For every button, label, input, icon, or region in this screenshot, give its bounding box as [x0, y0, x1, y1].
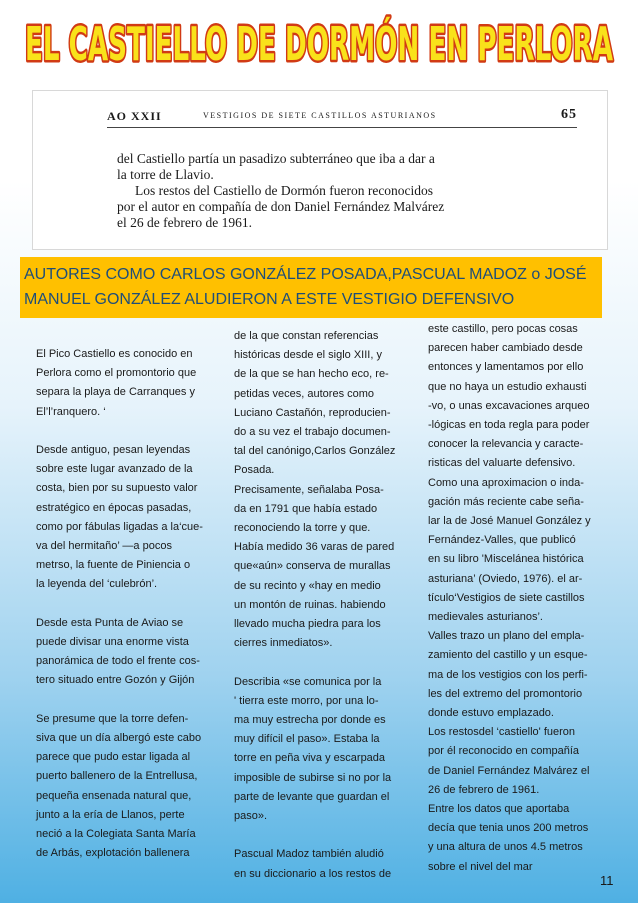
- text-line: tículo‘Vestigios de siete castillos: [428, 591, 585, 604]
- text-line: un montón de ruinas. habiendo: [234, 598, 386, 611]
- text-line: junto a la ería de Llanos, perte: [36, 808, 185, 821]
- text-line: de su recinto y «hay en medio: [234, 579, 381, 592]
- headline-text: [24, 262, 600, 312]
- text-line: estratégico en épocas pasadas,: [36, 501, 192, 514]
- text-line: Los restosdel ‘castiello' fueron: [428, 726, 576, 739]
- text-line: en su diccionario a los restos de: [234, 867, 392, 880]
- text-line: Como una aproximacion o inda-: [428, 476, 584, 489]
- text-line: que«aún» conserva de murallas: [234, 560, 391, 573]
- clipping-volume: AO XXII: [107, 109, 162, 123]
- clipping-text: [117, 151, 557, 231]
- text-line: Valles trazo un plano del empla-: [428, 630, 585, 643]
- text-line: Precisamente, señalaba Posa-: [234, 483, 384, 496]
- text-line: siva que un día albergó este cabo: [36, 732, 202, 745]
- text-line: parte de levante que guardan el: [234, 790, 390, 803]
- text-line: puerto ballenero de la Entrellusa,: [36, 770, 198, 783]
- text-line: ma de los vestigios con los perfi-: [428, 668, 588, 681]
- text-line: parecen haber cambiado desde: [428, 342, 583, 355]
- text-line: sobre el nivel del mar: [428, 860, 533, 873]
- text-line: imposible de subirse si no por la: [234, 771, 392, 784]
- clipping-rule: [107, 127, 577, 128]
- text-line: Desde esta Punta de Aviao se: [36, 616, 184, 629]
- clipping-line: el 26 de febrero de 1961.: [117, 215, 252, 230]
- text-line: costa, bien por su supuesto valor: [36, 482, 198, 495]
- text-line: panorámica de todo el frente cos-: [36, 655, 200, 668]
- text-line: ma muy estrecha por donde es: [234, 714, 386, 727]
- text-line: parece que pudo estar ligada al: [36, 751, 191, 764]
- text-line: gación más reciente cabe seña-: [428, 495, 584, 508]
- text-line: lar la de José Manuel González y: [428, 515, 591, 528]
- text-line: Se presume que la torre defen-: [36, 712, 189, 725]
- text-line: de Arbás, explotación ballenera: [36, 847, 190, 860]
- text-line: -vo, o unas excavaciones arqueo: [428, 399, 590, 412]
- text-line: llevado mucha piedra para los: [234, 618, 381, 631]
- text-line: les del extremo del promontorio: [428, 687, 583, 700]
- page-title: [0, 0, 638, 78]
- book-clipping-image: [32, 90, 608, 250]
- text-line: Perlora como el promontorio que: [36, 367, 197, 380]
- headline-line-2: MANUEL GONZÁLEZ ALUDIERON A ESTE VESTIGIO DEFENSIVO: [24, 291, 515, 308]
- text-line: en su libro 'Miscelánea histórica: [428, 553, 584, 566]
- text-line: Pascual Madoz también aludió: [234, 848, 384, 861]
- text-line: sobre este lugar avanzado de la: [36, 463, 193, 476]
- text-line: va del hermitaño’ —a pocos: [36, 540, 172, 553]
- text-line: Había medido 36 varas de pared: [234, 541, 395, 554]
- paragraph-break: [36, 595, 211, 614]
- clipping-header: [107, 109, 577, 127]
- headline-line-1: AUTORES COMO CARLOS GONZÁLEZ POSADA,PASCUAL MADOZ o JOSÉ: [24, 266, 587, 283]
- text-line: torre en peña viva y escarpada: [234, 752, 386, 765]
- clipping-page-number: 65: [561, 107, 577, 122]
- text-line: ' tierra este morro, por una lo-: [234, 694, 379, 707]
- text-line: puede divisar una enorme vista: [36, 636, 189, 649]
- text-line: petidas veces, autores como: [234, 387, 375, 400]
- paragraph-break: [234, 826, 414, 845]
- text-line: este castillo, pero pocas cosas: [428, 323, 578, 335]
- text-line: El Pico Castiello es conocido en: [36, 348, 193, 360]
- article-column-3: [428, 320, 608, 877]
- text-line: zamiento del castillo y un esque-: [428, 649, 588, 662]
- article-column-2: [234, 327, 414, 884]
- text-line: que no haya un estudio exhausti: [428, 380, 587, 393]
- text-line: por él reconocido en compañía: [428, 745, 580, 758]
- text-line: Entre los datos que aportaba: [428, 803, 570, 816]
- clipping-line: del Castiello partía un pasadizo subterráneo que iba a dar a: [117, 151, 435, 166]
- text-line: 26 de febrero de 1961.: [428, 783, 540, 796]
- text-line: El’l’ranquero. ‘: [36, 405, 106, 418]
- text-line: paso».: [234, 810, 268, 823]
- text-line: medievales asturianos’.: [428, 611, 543, 624]
- text-line: tal del canónigo,Carlos González: [234, 445, 396, 458]
- text-line: tero situado entre Gozón y Gijón: [36, 674, 195, 687]
- headline-banner: [20, 257, 602, 318]
- text-line: Posada.: [234, 464, 275, 477]
- text-line: metrso, la fuente de Piniencia o: [36, 559, 191, 572]
- text-line: separa la playa de Carranques y: [36, 386, 195, 399]
- paragraph-break: [234, 653, 414, 672]
- text-line: Fernández-Valles, que publicó: [428, 534, 576, 547]
- clipping-line: por el autor en compañía de don Daniel Fernández Malvárez: [117, 199, 445, 214]
- text-line: de Daniel Fernández Malvárez el: [428, 764, 590, 777]
- text-line: conocer la relevancia y caracte-: [428, 438, 584, 451]
- text-line: cierres inmediatos».: [234, 637, 333, 650]
- text-line: -lógicas en toda regla para poder: [428, 419, 590, 432]
- text-line: do a su vez el trabajo documen-: [234, 426, 391, 439]
- page-title-text: EL CASTIELLO DE DORMÓN EN PERLORA: [25, 17, 614, 71]
- text-line: pequeña ensenada natural que,: [36, 789, 192, 802]
- text-line: de la que se han hecho eco, re-: [234, 368, 389, 381]
- text-line: históricas desde el siglo XIII, y: [234, 349, 382, 362]
- text-line: la leyenda del ‘culebrón’.: [36, 578, 158, 591]
- clipping-line: Los restos del Castiello de Dormón fueron reconocidos: [135, 183, 434, 198]
- page-number: 11: [600, 873, 614, 888]
- paragraph-break: [36, 422, 211, 441]
- text-line: reconociendo la torre y que.: [234, 522, 371, 535]
- text-line: decía que tenia unos 200 metros: [428, 822, 589, 835]
- text-line: da en 1791 que había estado: [234, 502, 378, 515]
- clipping-line: la torre de Llavio.: [117, 167, 214, 182]
- text-line: muy difícil el paso». Estaba la: [234, 733, 380, 746]
- text-line: Luciano Castañón, reproducien-: [234, 406, 391, 419]
- text-line: Desde antiguo, pesan leyendas: [36, 444, 191, 456]
- text-line: y una altura de unos 4.5 metros: [428, 841, 583, 854]
- text-line: risticas del valuarte defensivo.: [428, 457, 576, 470]
- text-line: Describia «se comunica por la: [234, 675, 382, 688]
- clipping-running-head: VESTIGIOS DE SIETE CASTILLOS ASTURIANOS: [203, 111, 437, 120]
- text-line: como por fábulas ligadas a la‘cue-: [36, 520, 203, 533]
- text-line: neció a la Colegiata Santa María: [36, 828, 196, 841]
- text-line: donde estuvo emplazado.: [428, 707, 554, 720]
- text-line: de la que constan referencias: [234, 330, 379, 342]
- text-line: asturiana’ (Oviedo, 1976). el ar-: [428, 572, 583, 585]
- article-column-1: [36, 345, 211, 863]
- paragraph-break: [36, 691, 211, 710]
- text-line: entonces y lamentamos por ello: [428, 361, 584, 374]
